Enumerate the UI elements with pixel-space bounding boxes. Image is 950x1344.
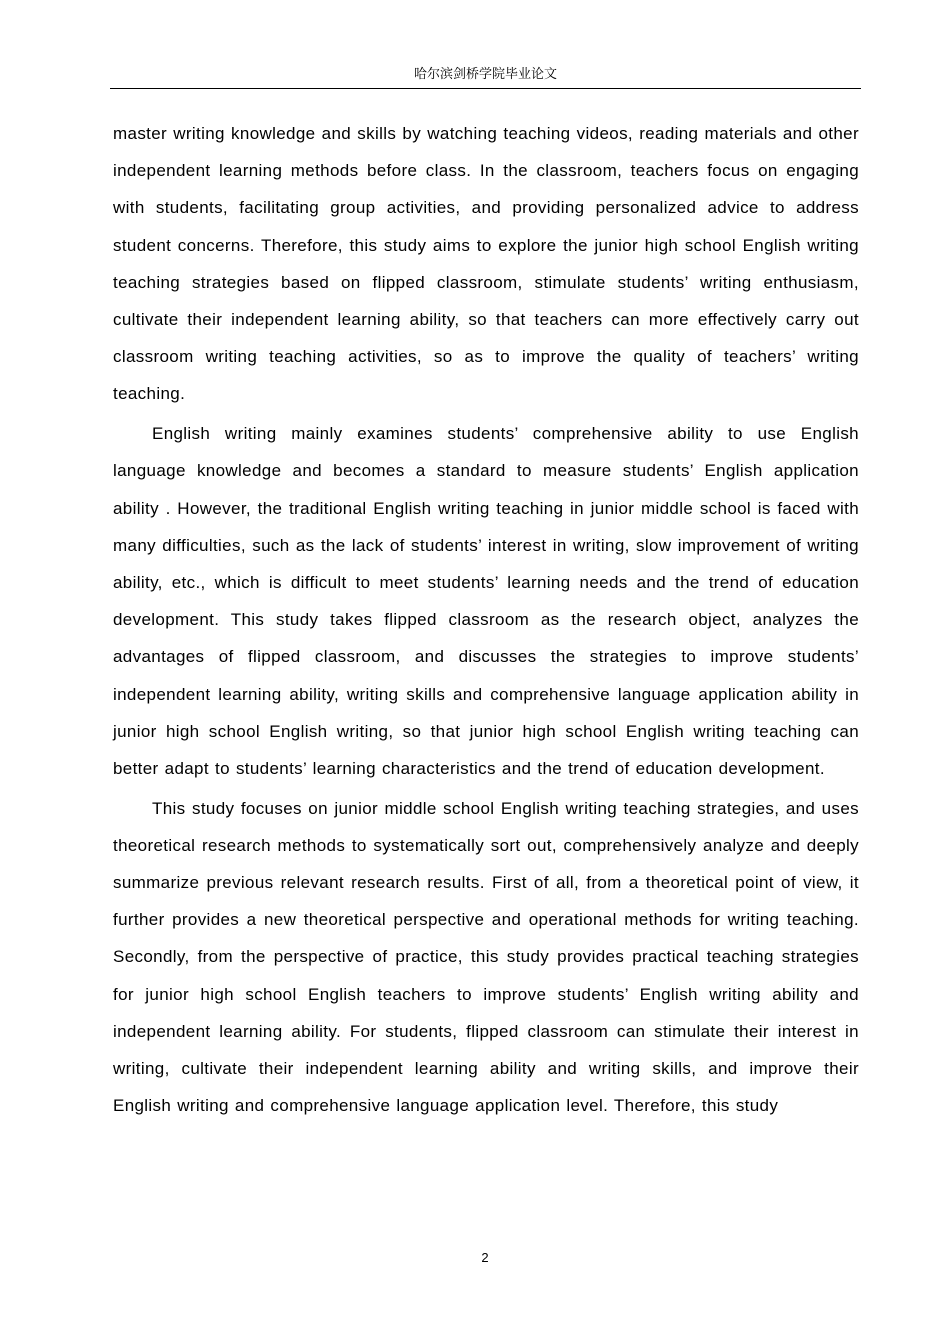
paragraph-continuation: master writing knowledge and skills by watching teaching videos, reading materials and other independent learning methods before class. In the classroom, teachers focus on engaging with students, facilitating group activities, and providing personalized advice to address student concerns. Therefore, this study aims to explore the junior high school English writing teaching strategies based on flipped classroom, stimulate students’ writing enthusiasm, cultivate their independent learning ability, so that teachers can more effectively carry out classroom writing teaching activities, so as to improve the quality of teachers’ writing teaching. <box>113 124 859 404</box>
paragraph-english-writing: English writing mainly examines students’ comprehensive ability to use English language knowledge and becomes a standard to measure students’ English application ability . However, the traditional English writing teaching in junior middle school is faced with many difficulties, such as the lack of students’ interest in writing, slow improvement of writing ability, etc., which is difficult to meet students’ learning needs and the trend of education development. This study takes flipped classroom as the research object, analyzes the advantages of flipped classroom, and discusses the strategies to improve students’ independent learning ability, writing skills and comprehensive language application ability in junior high school English writing, so that junior high school English writing teaching can better adapt to students’ learning characteristics and the trend of education development. <box>113 424 859 778</box>
page-number-text: 2 <box>481 1250 489 1265</box>
body-text <box>113 115 859 1124</box>
header-title: 哈尔滨剑桥学院毕业论文 <box>413 67 557 82</box>
page-number <box>0 1250 950 1266</box>
paragraph-study-focus: This study focuses on junior middle school English writing teaching strategies, and uses theoretical research methods to systematically sort out, comprehensively analyze and deeply summarize previous relevant research results. First of all, from a theoretical point of view, it further provides a new theoretical perspective and operational methods for writing teaching. Secondly, from the perspective of practice, this study provides practical teaching strategies for junior high school English teachers to improve students’ English writing ability and independent learning ability. For students, flipped classroom can stimulate their interest in writing, cultivate their independent learning ability and writing skills, and improve their English writing and comprehensive language application level. Therefore, this study <box>113 798 859 1116</box>
page-header <box>110 66 861 89</box>
